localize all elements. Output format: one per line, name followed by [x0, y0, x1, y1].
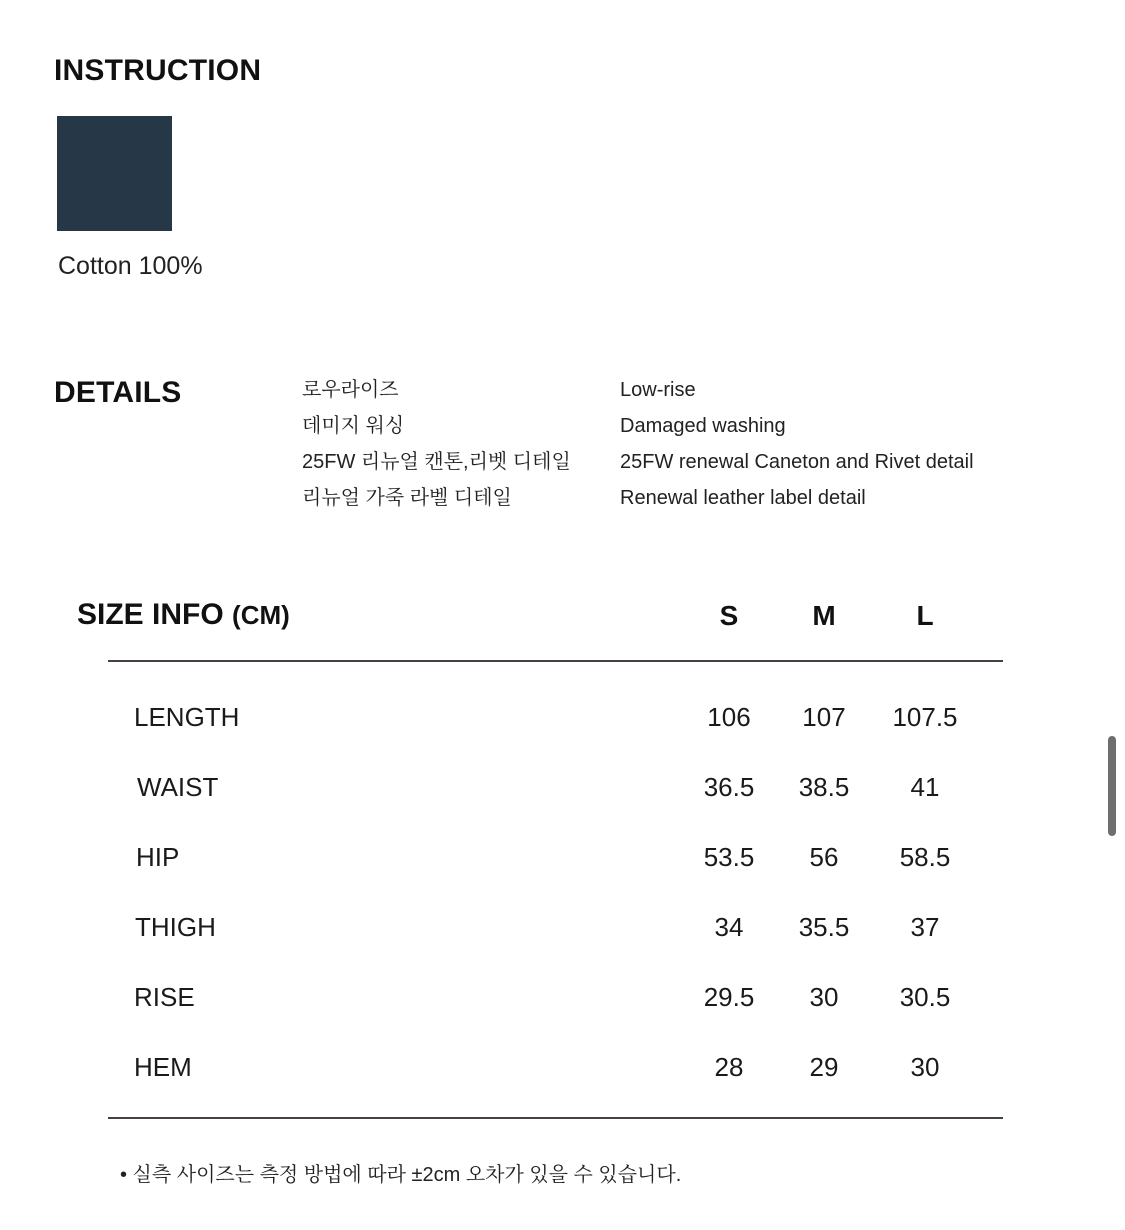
table-top-divider [108, 660, 1003, 662]
size-header-l: L [916, 600, 934, 631]
value-m: 56 [809, 842, 839, 872]
fabric-color-swatch [57, 116, 172, 231]
value-m: 29 [809, 1052, 839, 1082]
value-l: 30 [910, 1052, 940, 1082]
measurement-label: HEM [134, 1052, 192, 1082]
size-header-m: M [812, 600, 836, 631]
table-bottom-divider [108, 1117, 1003, 1119]
size-info-heading [77, 598, 290, 632]
size-info-title: SIZE INFO [77, 598, 224, 631]
detail-item-ko: 25FW 리뉴얼 캔톤,리벳 디테일 [302, 451, 571, 473]
detail-item-ko: 리뉴얼 가죽 라벨 디테일 [302, 487, 512, 509]
details-korean-list [302, 372, 571, 516]
table-row [0, 1052, 1125, 1092]
value-l: 107.5 [892, 702, 958, 732]
value-s: 34 [714, 912, 744, 942]
table-row [0, 772, 1125, 812]
detail-item-en: Renewal leather label detail [620, 487, 866, 509]
value-l: 30.5 [899, 982, 951, 1012]
value-m: 38.5 [798, 772, 850, 802]
detail-item-en: Low-rise [620, 379, 696, 401]
measurement-label: LENGTH [134, 702, 240, 732]
table-row [0, 702, 1125, 742]
measurement-label: RISE [134, 982, 195, 1012]
detail-item-ko: 데미지 워싱 [302, 415, 405, 437]
value-s: 53.5 [703, 842, 755, 872]
table-row [0, 912, 1125, 952]
value-l: 58.5 [899, 842, 951, 872]
detail-item-en: 25FW renewal Caneton and Rivet detail [620, 451, 974, 473]
table-row [0, 982, 1125, 1022]
measurement-label: THIGH [135, 912, 216, 942]
value-m: 30 [809, 982, 839, 1012]
value-m: 35.5 [798, 912, 850, 942]
measurement-label: HIP [136, 842, 180, 872]
size-info-unit: (CM) [232, 600, 290, 630]
detail-item-ko: 로우라이즈 [302, 379, 399, 401]
measurement-label: WAIST [137, 772, 219, 802]
detail-item-en: Damaged washing [620, 415, 786, 437]
table-row [0, 842, 1125, 882]
measurement-note: • 실측 사이즈는 측정 방법에 따라 ±2cm 오차가 있을 수 있습니다. [120, 1164, 682, 1186]
value-s: 28 [714, 1052, 744, 1082]
value-m: 107 [802, 702, 846, 732]
scrollbar-thumb[interactable] [1108, 736, 1116, 836]
size-header-s: S [719, 600, 739, 631]
details-english-list [620, 372, 974, 516]
instruction-heading: INSTRUCTION [54, 54, 262, 87]
value-s: 106 [707, 702, 751, 732]
value-s: 36.5 [703, 772, 755, 802]
value-l: 41 [910, 772, 940, 802]
value-s: 29.5 [703, 982, 755, 1012]
details-heading: DETAILS [54, 376, 182, 409]
value-l: 37 [910, 912, 940, 942]
fabric-composition: Cotton 100% [58, 252, 203, 280]
